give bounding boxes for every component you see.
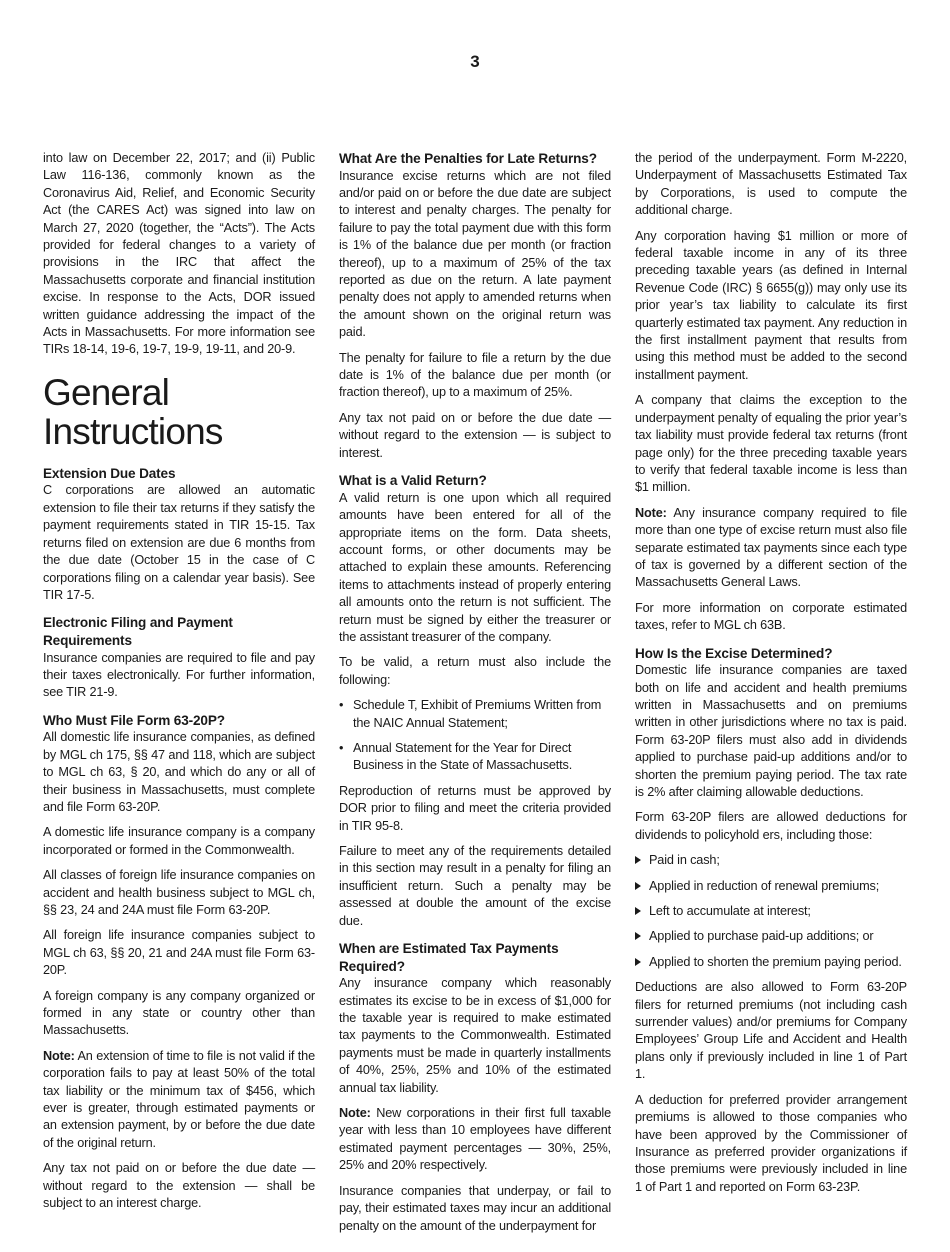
estimated-note [339, 1105, 611, 1175]
valid-paragraph-3: Reproduction of returns must be approved by DOR prior to filing and meet the criteria provided in TIR 95-8. [339, 783, 611, 833]
continued-paragraph-4: For more information on corporate estimated taxes, refer to MGL ch 63B. [635, 600, 907, 633]
list-item [339, 697, 611, 732]
excise-heading: How Is the Excise Determined? [635, 645, 833, 661]
extension-heading: Extension Due Dates [43, 465, 176, 481]
efile-heading: Electronic Filing and Payment Requirements [43, 615, 233, 648]
section-title: General Instructions [43, 371, 223, 452]
who-paragraph-1: All domestic life insurance companies, as defined by MGL ch 175, §§ 47 and 118, which are subject to MGL ch 63, § 20, and which do any or all of their business in Massachusetts, must complete and file Form 63-20P. [43, 730, 315, 814]
excise-paragraph-2: Form 63-20P filers are allowed deductions for dividends to policyhold ers, including those: [635, 810, 907, 842]
column-left [43, 150, 315, 1220]
penalties-paragraph-3: Any tax not paid on or before the due date — without regard to the extension — is subject to interest. [339, 410, 611, 460]
note-label: Note: [43, 1048, 75, 1063]
continued-paragraph-3: A company that claims the exception to the underpayment penalty of equaling the prior year’s tax liability must provide federal tax returns (front page only) for the three preceding taxable years to verify that federal taxable income is less than $1 million. [635, 393, 907, 495]
list-item-text: Applied to shorten the premium paying period. [649, 954, 902, 969]
excise-paragraph-3: Deductions are also allowed to Form 63-20P filers for returned premiums (not including cash surrender values) and/or premiums for Company Employees’ Group Life and Accident and Health plans only if previously included in line 1 of Part 1. [635, 980, 907, 1082]
continued-paragraph-1: the period of the underpayment. Form M-2220, Underpayment of Massachusetts Estimated Tax by Corporations, is used to compute the additional charge. [635, 151, 907, 218]
extension-paragraph: C corporations are allowed an automatic extension to file their tax returns if they satisfy the payment requirements stated in TIR 15-15. Tax returns filed on extension are due 6 months from the due date (October 15 in the case of C corporations filing on a calendar year basis). See TIR 17-5. [43, 483, 315, 602]
list-item-text: Paid in cash; [649, 853, 720, 868]
separate-filing-note [635, 505, 907, 592]
list-item-text: Left to accumulate at interest; [649, 904, 811, 919]
continued-paragraph-2: Any corporation having $1 million or more of federal taxable income in any of its three preceding taxable years (as defined in Internal Revenue Code (IRC) § 6655(g)) may only use its prior year’s tax liability to calculate its first quarterly estimated tax payment. Any reduction in the first installment payment that results from using this method must be added to the second installment payment. [635, 228, 907, 382]
extension-note [43, 1048, 315, 1152]
excise-paragraph-1: Domestic life insurance companies are taxed both on life and accident and health premiums written in Massachusetts and on premiums written in other jurisdictions where no tax is paid. Form 63-20P filers must also add in dividends applied to purchase paid-up additions and/or to shorten the premium paying period. The tax rate is 2% after claiming allowable deductions. [635, 663, 907, 799]
bullet: • [339, 740, 344, 755]
who-must-file-heading: Who Must File Form 63-20P? [43, 712, 225, 728]
list-item-text: Annual Statement for the Year for Direct Business in the State of Massachusetts. [353, 740, 573, 773]
valid-return-heading: What is a Valid Return? [339, 473, 487, 489]
valid-paragraph-2: To be valid, a return must also include the following: [339, 655, 611, 687]
page-number: 3 [470, 52, 480, 71]
list-item [635, 852, 907, 869]
interest-paragraph: Any tax not paid on or before the due date — without regard to the extension — shall be subject to an interest charge. [43, 1161, 315, 1211]
column-right [635, 150, 907, 1204]
list-item-text: Applied to purchase paid-up additions; or [649, 929, 874, 944]
list-item [635, 928, 907, 945]
arrow-bullet-icon [635, 878, 649, 895]
note-label: Note: [339, 1106, 371, 1121]
list-item [635, 878, 907, 895]
column-middle [339, 150, 611, 1243]
note-text: New corporations in their first full taxable year with less than 10 employees have different estimated payment percentages — 30%, 25%, 25% and 20% respectively. [339, 1106, 612, 1173]
excise-paragraph-4: A deduction for preferred provider arrangement premiums is allowed to those companies who have been approved by the Commissioner of Insurance as preferred provider organizations if those premiums were previously included in line 1 of Part 1 and reported on Form 63-23P. [635, 1092, 907, 1194]
valid-paragraph-4: Failure to meet any of the requirements detailed in this section may result in a penalty for filing an insufficient return. Such a penalty may be assessed at double the amount of the excise due. [339, 844, 611, 928]
intro-paragraph: into law on December 22, 2017; and (ii) Public Law 116-136, commonly known as the Coronavirus Aid, Relief, and Economic Security Act (the CARES Act) was signed into law on March 27, 2020 (together, the “Acts”). The Acts provided for federal changes to a variety of provisions in the IRC that affect the Massachusetts corporate and financial institution excise. In response to the Acts, DOR issued written guidance addressing the impact of the Acts in Massachusetts. For more information see TIRs 18-14, 19-6, 19-7, 19-9, 19-11, and 20-9. [43, 151, 315, 357]
efile-paragraph: Insurance companies are required to file and pay their taxes electronically. For further information, see TIR 21-9. [43, 650, 315, 700]
penalties-paragraph-2: The penalty for failure to file a return by the due date is 1% of the balance due per month (or fraction thereof), up to a maximum of 25%. [339, 350, 611, 400]
arrow-bullet-icon [635, 954, 649, 971]
penalties-heading: What Are the Penalties for Late Returns? [339, 151, 597, 166]
estimated-paragraph-1: Any insurance company which reasonably estimates its excise to be in excess of $1,000 for the taxable year is required to make estimated tax payments to the Commonwealth. Estimated payments must be made in quarterly installments of 40%, 25%, 25% and 10% of the estimated annual tax liability. [339, 976, 611, 1095]
estimated-tax-heading: When are Estimated Tax Payments Required? [339, 941, 559, 974]
note-text: Any insurance company required to file more than one type of excise return must also file separate estimated tax payments since each type of tax is governed by a different section of the Massachusetts General Laws. [635, 505, 907, 590]
arrow-bullet-icon [635, 928, 649, 945]
note-text: An extension of time to file is not valid if the corporation fails to pay at least 50% of the total tax liability or the minimum tax of $456, which ever is greater, through estimated payments or an extension payment, by or before the due date of the original return. [43, 1048, 315, 1150]
bullet: • [339, 698, 344, 713]
who-paragraph-4: All foreign life insurance companies subject to MGL ch 63, §§ 20, 21 and 24A must file Form 63-20P. [43, 928, 315, 978]
list-item-text: Applied in reduction of renewal premiums; [649, 878, 880, 893]
valid-paragraph-1: A valid return is one upon which all required amounts have been entered for all of the appropriate items on the form. Data sheets, account forms, or other documents may be attached to explain these amounts. Referencing items to attachments instead of properly entering all amounts onto the return is not sufficient. The return must be signed by either the treasurer or the assistant treasurer of the company. [339, 490, 611, 644]
note-label: Note: [635, 505, 667, 520]
who-paragraph-3: All classes of foreign life insurance companies on accident and health business subject to MGL ch, §§ 23, 24 and 24A must file Form 63-20P. [43, 868, 315, 917]
penalties-paragraph-1: Insurance excise returns which are not filed and/or paid on or before the due date are subject to interest and penalty charges. The penalty for failure to pay the total payment due with this form is 1% of the balance due per month (or fraction thereof), up to a maximum of 25% of the tax reported as due on the return. A late payment penalty does not apply to amended returns when the amount shown on the original return was paid. [339, 168, 611, 340]
estimated-paragraph-2: Insurance companies that underpay, or fail to pay, their estimated taxes may incur an additional penalty on the amount of the underpayment for [339, 1183, 611, 1233]
arrow-bullet-icon [635, 903, 649, 920]
arrow-bullet-icon [635, 852, 649, 869]
list-item [339, 740, 611, 775]
who-paragraph-5: A foreign company is any company organized or formed in any state or country other than Massachusetts. [43, 988, 315, 1038]
who-paragraph-2: A domestic life insurance company is a company incorporated or formed in the Commonwealth. [43, 825, 315, 857]
list-item [635, 903, 907, 920]
list-item [635, 954, 907, 971]
list-item-text: Schedule T, Exhibit of Premiums Written from the NAIC Annual Statement; [353, 698, 602, 730]
